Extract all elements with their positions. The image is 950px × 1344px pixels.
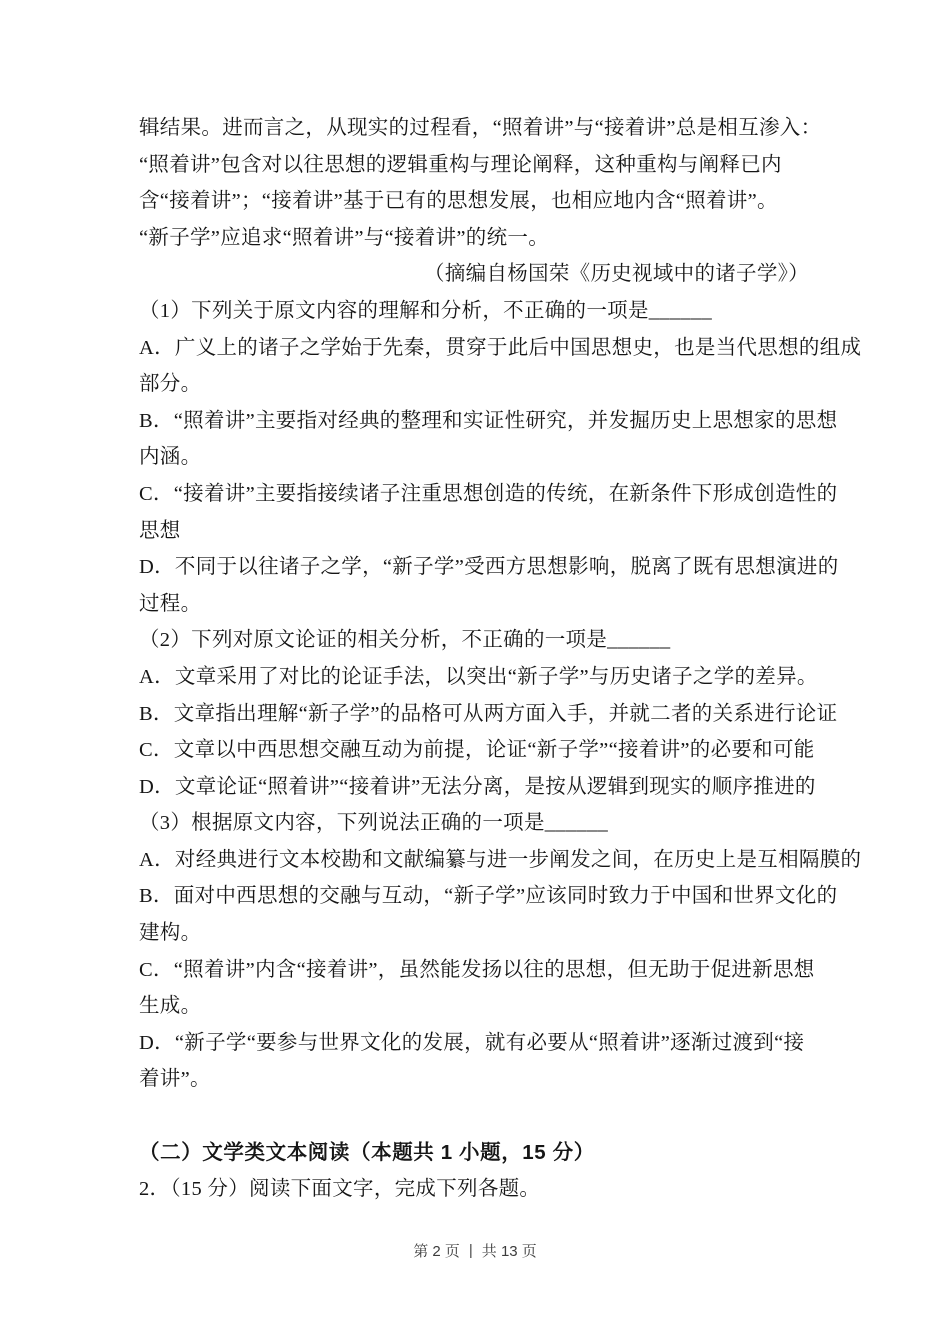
document-body: [139, 110, 862, 1208]
text-line: 2．（15 分）阅读下面文字，完成下列各题。: [139, 1178, 541, 1201]
text-line: B．“照着讲”主要指对经典的整理和实证性研究，并发掘历史上思想家的思想: [139, 409, 838, 432]
text-line: 建构。: [139, 922, 202, 945]
footer-current-page: 第 2 页: [413, 1243, 460, 1260]
text-line: 内涵。: [139, 446, 202, 469]
text-line: D．“新子学“要参与世界文化的发展，就有必要从“照着讲”逐渐过渡到“接: [139, 1031, 805, 1054]
text-line: 过程。: [139, 592, 202, 615]
text-line: “照着讲”包含对以往思想的逻辑重构与理论阐释，这种重构与阐释已内: [139, 153, 782, 176]
text-line: 生成。: [139, 995, 202, 1018]
footer-total-pages: 共 13 页: [481, 1243, 537, 1260]
text-line: “新子学”应追求“照着讲”与“接着讲”的统一。: [139, 226, 549, 249]
text-line: C．文章以中西思想交融互动为前提，论证“新子学”“接着讲”的必要和可能: [139, 739, 815, 762]
text-line: D．不同于以往诸子之学，“新子学”受西方思想影响，脱离了既有思想演进的: [139, 556, 839, 579]
text-line: 部分。: [139, 373, 202, 396]
text-line: A．广义上的诸子之学始于先秦，贯穿于此后中国思想史，也是当代思想的组成: [139, 336, 862, 359]
text-line: A．文章采用了对比的论证手法，以突出“新子学”与历史诸子之学的差异。: [139, 665, 818, 688]
text-line: 辑结果。进而言之，从现实的过程看，“照着讲”与“接着讲”总是相互渗入：: [139, 117, 822, 139]
text-line: B．文章指出理解“新子学”的品格可从两方面入手，并就二者的关系进行论证: [139, 702, 838, 725]
text-line: （2）下列对原文论证的相关分析，不正确的一项是______: [139, 629, 671, 652]
text-line: 含“接着讲”；“接着讲”基于已有的思想发展，也相应地内含“照着讲”。: [139, 190, 778, 213]
section-heading: （二）文学类文本阅读（本题共 1 小题，15 分）: [139, 1140, 595, 1164]
text-line: A．对经典进行文本校勘和文献编纂与进一步阐发之间，在历史上是互相隔膜的: [139, 848, 862, 871]
text-line: 着讲”。: [139, 1068, 211, 1091]
text-line: C．“接着讲”主要指接续诸子注重思想创造的传统，在新条件下形成创造性的: [139, 482, 838, 505]
text-line: [139, 1098, 829, 1135]
text-line: （摘编自杨国荣《历史视域中的诸子学》）: [424, 263, 809, 286]
text-line: （3）根据原文内容，下列说法正确的一项是______: [139, 812, 609, 835]
text-line: C．“照着讲”内含“接着讲”，虽然能发扬以往的思想，但无助于促进新思想: [139, 958, 815, 981]
text-line: 思想: [139, 519, 181, 542]
text-line: B．面对中西思想的交融与互动，“新子学”应该同时致力于中国和世界文化的: [139, 885, 838, 908]
text-line: D．文章论证“照着讲”“接着讲”无法分离，是按从逻辑到现实的顺序推进的: [139, 775, 816, 798]
footer-separator: |: [468, 1242, 473, 1259]
text-line: （1）下列关于原文内容的理解和分析，不正确的一项是______: [139, 299, 713, 322]
page-footer: [0, 1240, 950, 1261]
